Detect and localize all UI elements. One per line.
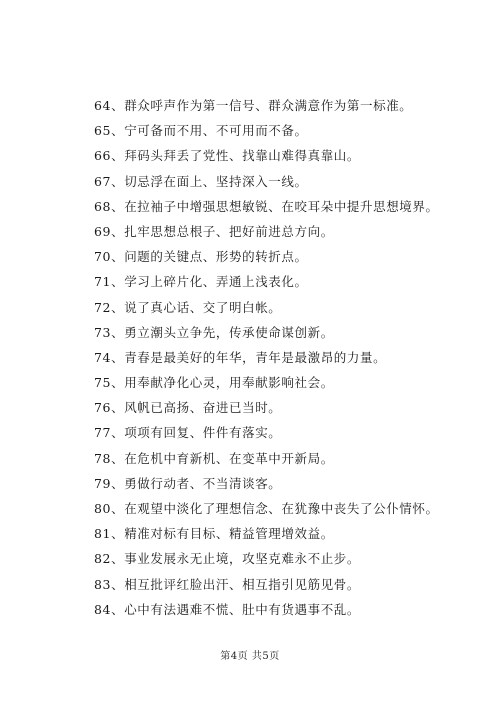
- list-item: 67、切忌浮在面上、坚持深入一线。: [94, 173, 308, 189]
- list-item: 84、心中有法遇难不慌、肚中有货遇事不乱。: [94, 601, 361, 617]
- list-item: 65、宁可备而不用、不可用而不备。: [94, 123, 308, 139]
- list-item: 70、问题的关键点、形势的转折点。: [94, 249, 308, 265]
- page-footer: 第4页 共5页: [220, 651, 280, 662]
- list-item: 66、拜码头拜丢了党性、找靠山难得真靠山。: [94, 148, 361, 164]
- list-item: 69、扎牢思想总根子、把好前进总方向。: [94, 223, 334, 239]
- list-item: 78、在危机中育新机、在变革中开新局。: [94, 450, 334, 466]
- list-item: 68、在拉袖子中增强思想敏锐、在咬耳朵中提升思想境界。: [94, 198, 439, 214]
- list-item: 77、项项有回复、件件有落实。: [94, 425, 282, 441]
- list-item: 79、勇做行动者、不当清谈客。: [94, 475, 282, 491]
- list-item: 76、风帆已高扬、奋进已当时。: [94, 400, 282, 416]
- list-item: 83、相互批评红脸出汗、相互指引见筋见骨。: [94, 576, 361, 592]
- list-item: 73、勇立潮头立争先，传承使命谋创新。: [94, 324, 334, 340]
- list-item: 75、用奉献净化心灵，用奉献影响社会。: [94, 375, 334, 391]
- list-item: 82、事业发展永无止境，攻坚克难永不止步。: [94, 551, 361, 567]
- list-item: 74、青春是最美好的年华，青年是最激昂的力量。: [94, 349, 387, 365]
- list-item: 64、群众呼声作为第一信号、群众满意作为第一标准。: [94, 98, 413, 113]
- slogan-list: [94, 93, 439, 622]
- list-item: 80、在观望中淡化了理想信念、在犹豫中丧失了公仆情怀。: [94, 501, 439, 516]
- list-item: 71、学习上碎片化、弄通上浅表化。: [94, 274, 308, 290]
- list-item: 72、说了真心话、交了明白帐。: [94, 299, 282, 315]
- list-item: 81、精准对标有目标、精益管理增效益。: [94, 526, 334, 542]
